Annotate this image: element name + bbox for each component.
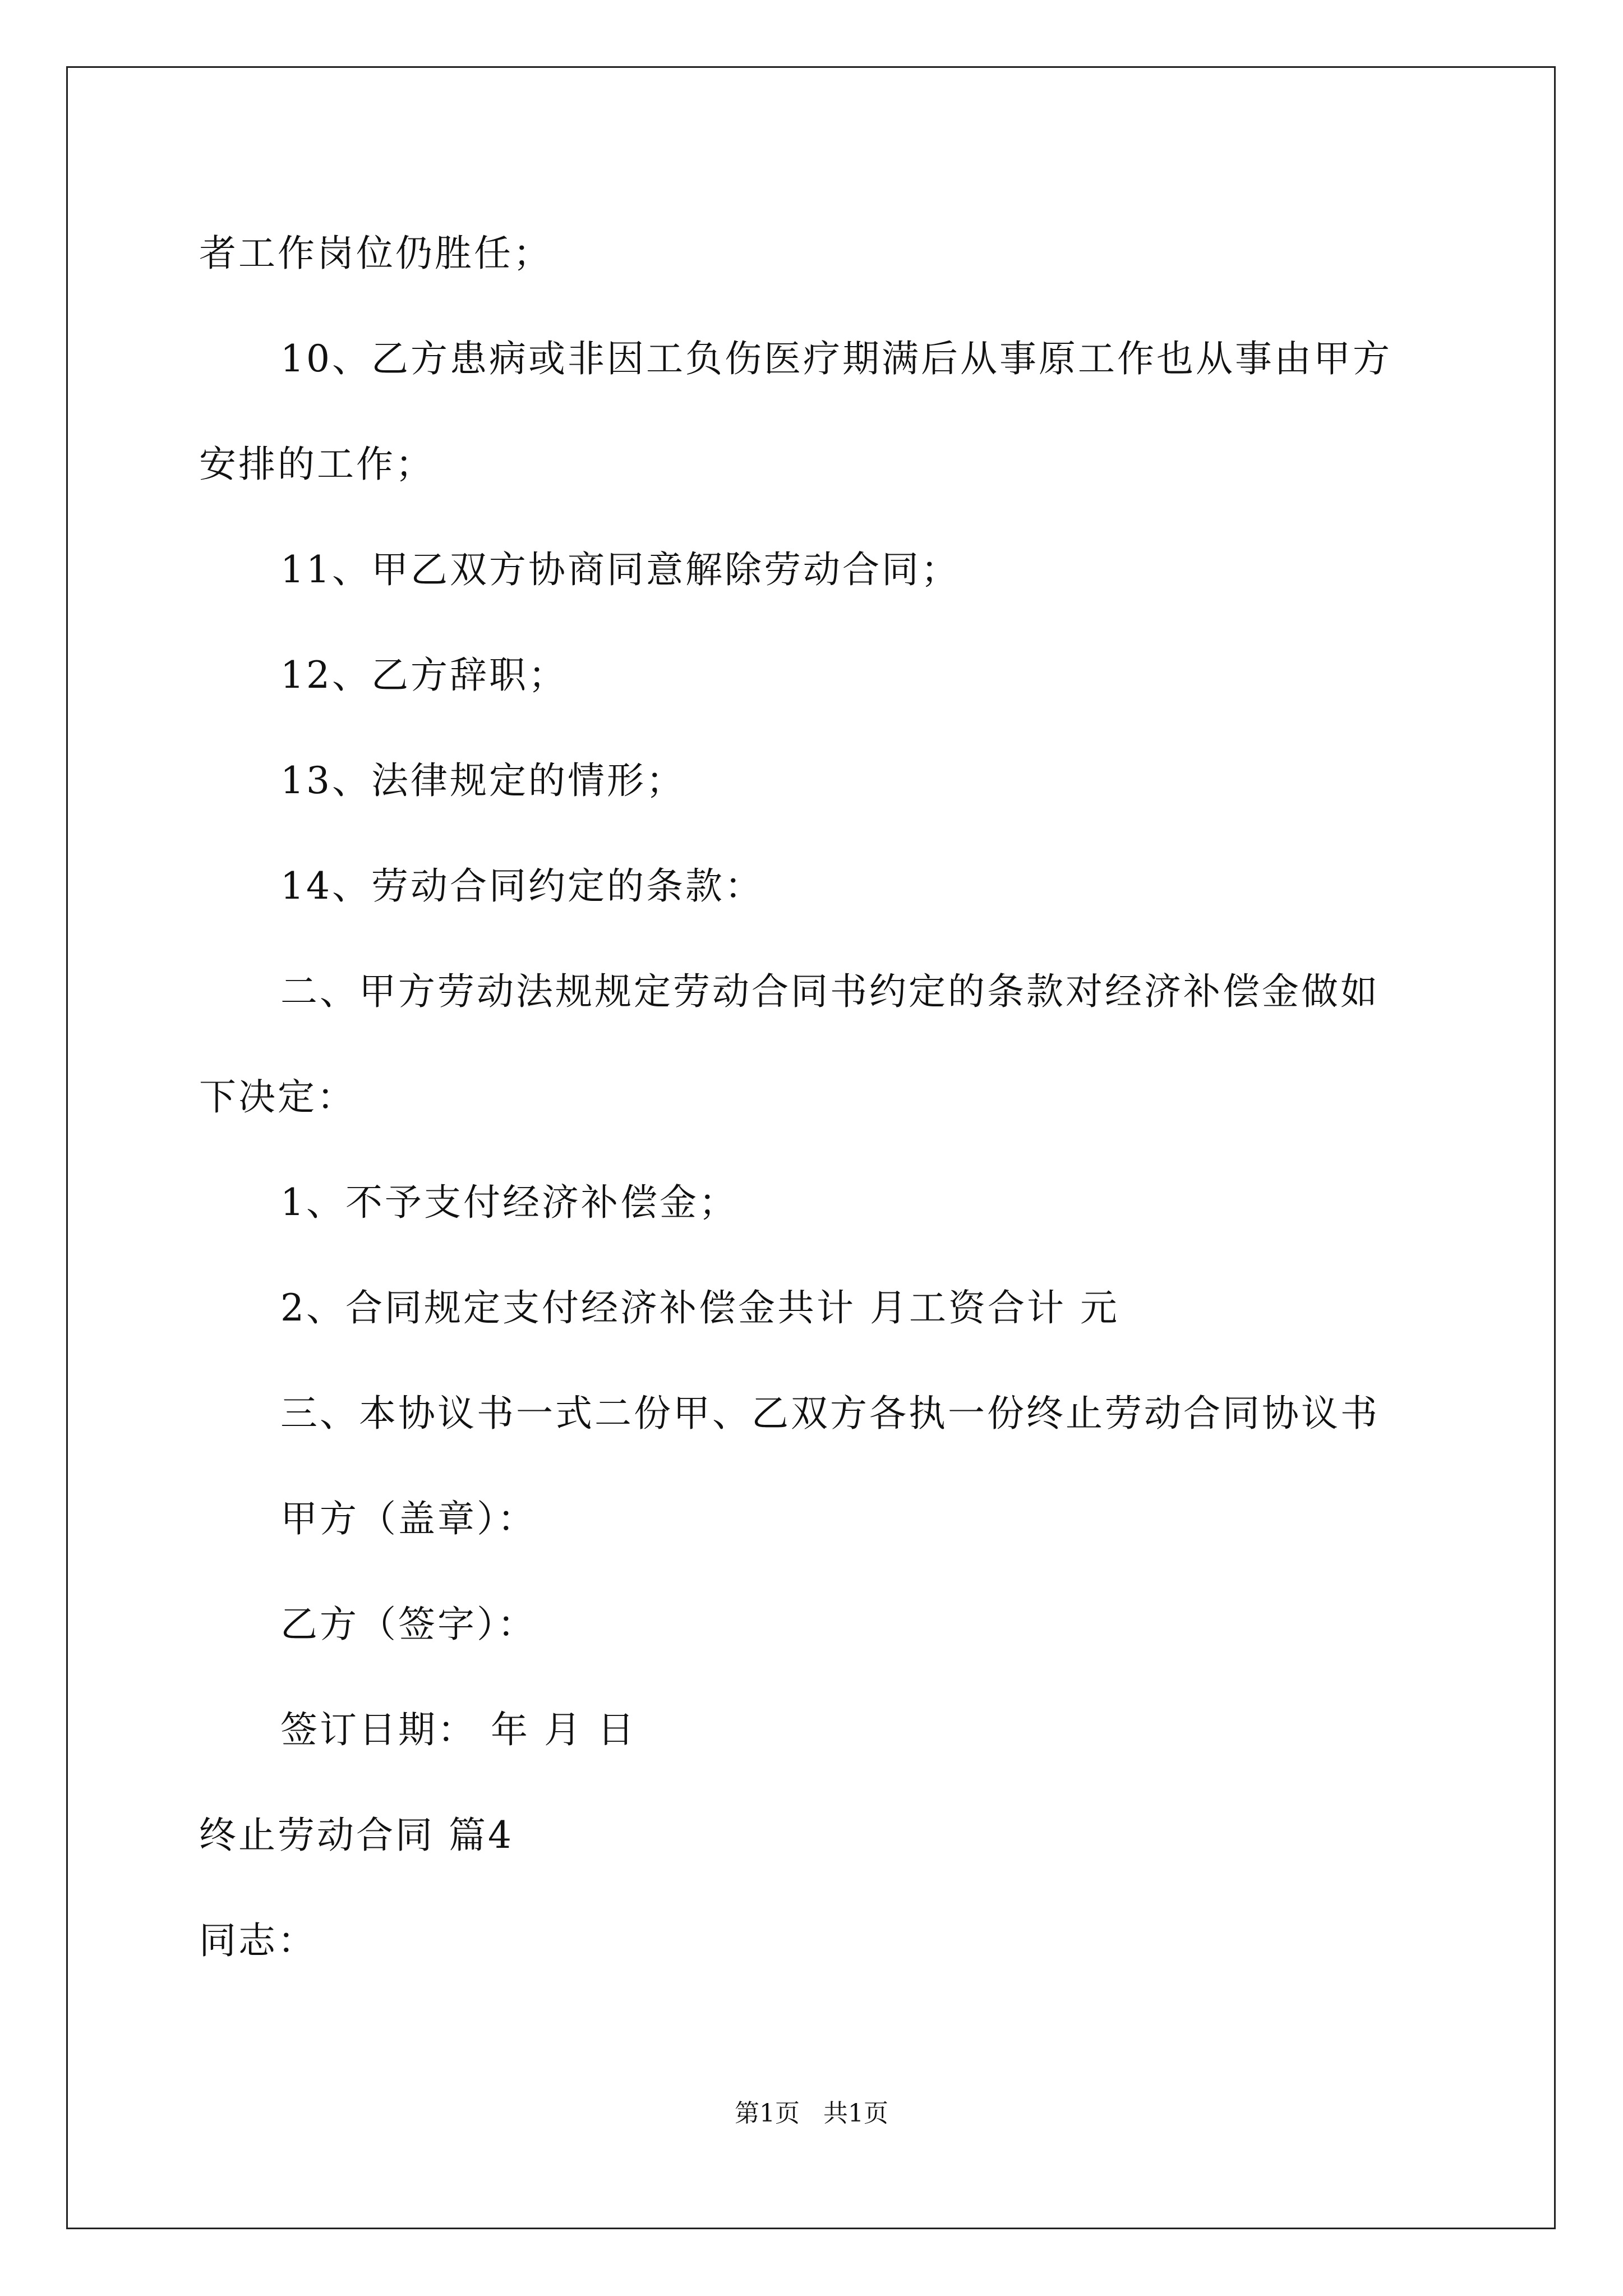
- page-count: 共1页: [823, 2099, 888, 2128]
- text-line: 甲方（盖章）：: [280, 1497, 537, 1540]
- text-line: 13、法律规定的情形；: [280, 759, 685, 802]
- text-line: 乙方（签字）：: [280, 1603, 537, 1646]
- text-line: 安排的工作；: [199, 443, 435, 486]
- text-line: 签订日期： 年 月 日: [280, 1708, 637, 1751]
- text-line: 11、甲乙双方协商同意解除劳动合同；: [280, 548, 960, 591]
- section-heading: 终止劳动合同 篇4: [199, 1814, 514, 1857]
- text-line: 12、乙方辞职；: [280, 654, 568, 697]
- text-line: 三、本协议书一式二份甲、乙双方各执一份终止劳动合同协议书: [280, 1392, 1380, 1435]
- text-line: 2、合同规定支付经济补偿金共计 月工资合计 元: [280, 1286, 1119, 1329]
- page-frame: [66, 66, 1556, 2229]
- text-line: 1、不予支付经济补偿金；: [280, 1181, 738, 1224]
- text-line: 下决定：: [199, 1075, 356, 1119]
- page-number: 第1页: [735, 2099, 800, 2128]
- text-line: 者工作岗位仍胜任；: [199, 232, 552, 275]
- text-line: 二、甲方劳动法规规定劳动合同书约定的条款对经济补偿金做如: [280, 970, 1380, 1013]
- text-line: 10、乙方患病或非因工负伤医疗期满后从事原工作也从事由甲方: [280, 337, 1392, 380]
- text-line: 同志：: [199, 1919, 317, 1962]
- text-line: 14、劳动合同约定的条款：: [280, 864, 764, 908]
- page-footer: [0, 2098, 1623, 2129]
